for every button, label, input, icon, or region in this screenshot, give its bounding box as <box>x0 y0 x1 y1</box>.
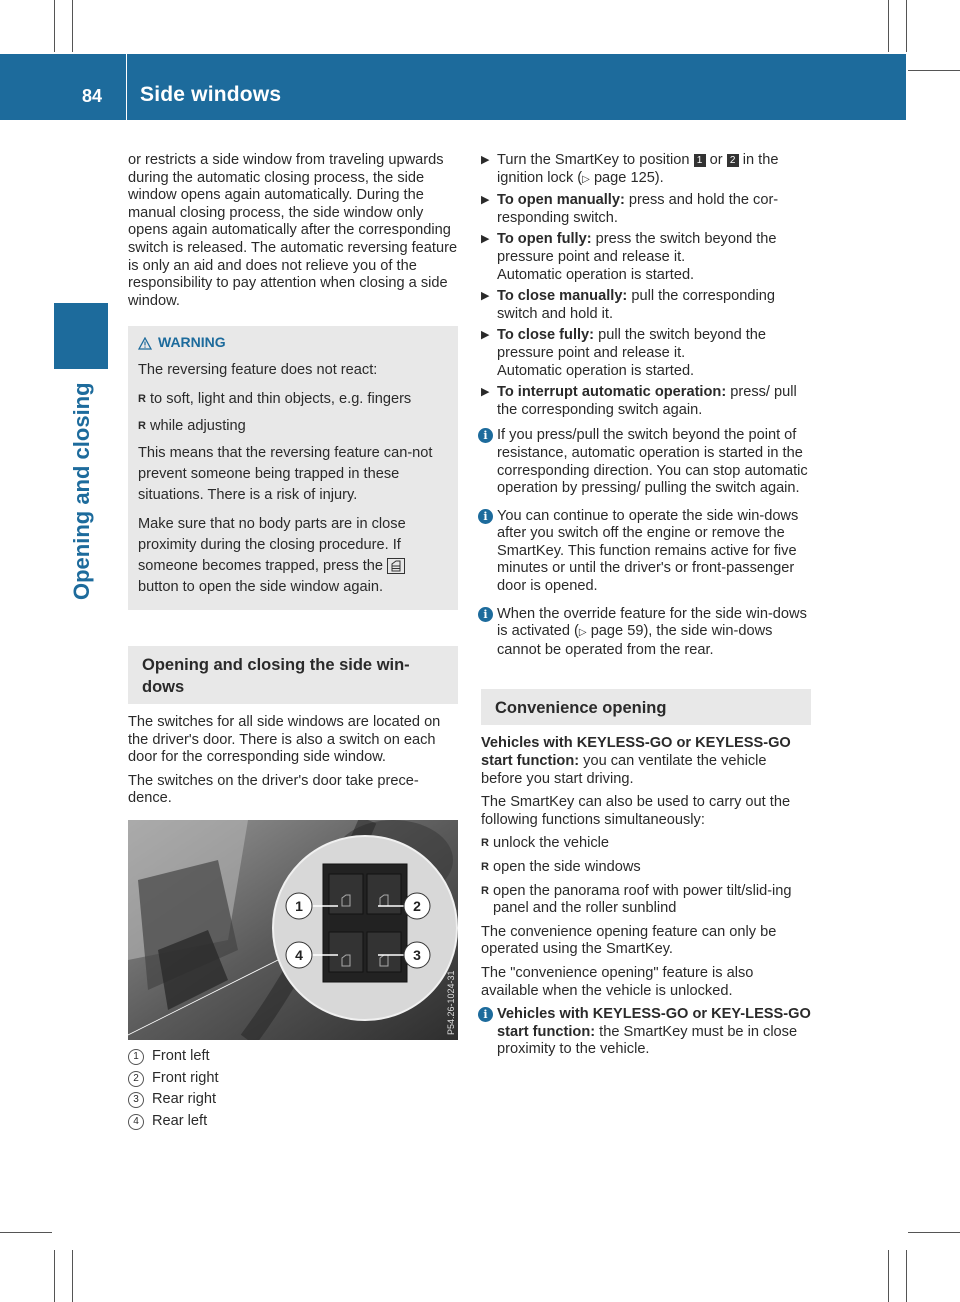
note-text: When the override feature for the side win-dows is activated ( <box>497 605 807 640</box>
crop-mark <box>54 1250 55 1302</box>
list-item: R open the panorama roof with power tilt/slid-ing panel and the roller sunblind <box>481 883 811 918</box>
list-item: R open the side windows <box>481 859 811 877</box>
window-button-icon <box>387 558 405 574</box>
instruction-step <box>481 192 811 227</box>
header-divider <box>126 54 127 120</box>
warning-heading <box>138 334 448 352</box>
step-arrow-icon: ▶ <box>481 154 490 166</box>
crop-mark <box>72 1250 73 1302</box>
chapter-label: Opening and closing <box>69 382 94 600</box>
step-label: To open fully: <box>497 231 592 248</box>
step-arrow-icon: ▶ <box>481 233 490 246</box>
key-position-2: 2 <box>727 154 739 167</box>
body-paragraph: The convenience opening feature can only be operated using the SmartKey. <box>481 923 777 958</box>
legend-number: 2 <box>128 1071 144 1087</box>
body-bold: Vehicles with KEYLESS-GO or KEYLESS-GO start function: <box>481 735 791 770</box>
body-paragraph <box>481 735 811 788</box>
warning-bullet: R while adjusting <box>138 416 448 437</box>
legend-number: 1 <box>128 1049 144 1065</box>
step-text: in the ignition lock ( <box>497 152 779 186</box>
key-position-1: 1 <box>694 154 706 167</box>
step-label: To close manually: <box>497 288 628 305</box>
callout-3: 3 <box>413 946 421 963</box>
instruction-step <box>481 152 811 188</box>
warning-text <box>138 514 448 598</box>
crop-mark <box>54 0 55 52</box>
warning-bullet: R to soft, light and thin objects, e.g. fingers <box>138 389 448 410</box>
note-text: If you press/pull the switch beyond the point of resistance, automatic operation is started in the corresponding direction. You can stop automatic operation by pressing/ pulling the switch again. <box>497 427 808 497</box>
crop-mark <box>906 1250 907 1302</box>
info-note <box>481 1006 811 1059</box>
warning-text-part: Make sure that no body parts are in close proximity during the closing procedure. If someone becomes trapped, press the <box>138 515 406 574</box>
callout-1: 1 <box>295 897 303 914</box>
step-arrow-icon: ▶ <box>481 386 490 399</box>
step-result: Automatic operation is started. <box>497 266 695 283</box>
crop-mark <box>888 0 889 52</box>
callout-2: 2 <box>413 897 421 914</box>
legend-item <box>128 1070 458 1088</box>
instruction-step <box>481 384 811 419</box>
page-reference[interactable]: page 59), the side win-dows cannot be operated from the rear. <box>497 623 773 658</box>
page-number: 84 <box>82 86 103 106</box>
step-label: To open manually: <box>497 192 625 209</box>
step-label: To close fully: <box>497 327 595 344</box>
legend-label: Rear left <box>152 1112 208 1129</box>
legend-number: 3 <box>128 1092 144 1108</box>
step-arrow-icon: ▶ <box>481 194 490 207</box>
legend-label: Front left <box>152 1047 210 1064</box>
legend-number: 4 <box>128 1114 144 1130</box>
page-reference[interactable]: page 125). <box>593 169 664 186</box>
crop-mark <box>908 70 960 71</box>
body-paragraph: The switches on the driver's door take prece-dence. <box>128 772 419 807</box>
door-switch-illustration <box>128 820 458 1040</box>
window-switch-figure <box>128 820 458 1040</box>
step-text: Turn the SmartKey to position <box>497 152 690 168</box>
crop-mark <box>0 1232 52 1233</box>
step-text: press/ pull the corresponding switch again. <box>497 384 797 418</box>
step-text: press the switch beyond the pressure point and release it. <box>497 231 777 265</box>
warning-text-part: button to open the side window again. <box>138 578 384 595</box>
info-icon: i <box>478 607 493 622</box>
info-note <box>481 508 811 596</box>
info-icon: i <box>478 1007 493 1022</box>
step-text: or <box>709 152 723 168</box>
legend-label: Rear right <box>152 1091 217 1108</box>
instruction-step <box>481 327 811 380</box>
warning-box <box>128 326 458 610</box>
page-title: Side windows <box>140 83 282 106</box>
header-band <box>0 54 906 120</box>
note-text: You can continue to operate the side win-dows after you switch off the engine or remove the SmartKey. This function remains active for five minutes or until the driver's or front-passenger door is opened. <box>497 507 799 595</box>
note-bold: Vehicles with KEYLESS-GO or KEY-LESS-GO start function: <box>497 1006 811 1040</box>
body-paragraph: The "convenience opening" feature is also available when the vehicle is unlocked. <box>481 964 754 999</box>
step-arrow-icon: ▶ <box>481 290 490 303</box>
body-paragraph: The SmartKey can also be used to carry out the following functions simultaneously: <box>481 794 791 828</box>
step-text: pull the switch beyond the pressure point and release it. <box>497 327 767 361</box>
warning-text: The reversing feature does not react: <box>138 361 378 378</box>
crop-mark <box>906 0 907 52</box>
info-note <box>481 606 811 660</box>
info-icon: i <box>478 509 493 524</box>
instruction-step <box>481 288 811 323</box>
step-text: pull the corresponding switch and hold it. <box>497 288 775 322</box>
chapter-tab <box>54 303 108 369</box>
legend-label: Front right <box>152 1069 219 1086</box>
body-text: you can ventilate the vehicle before you start driving. <box>481 753 767 787</box>
callout-4: 4 <box>295 946 303 963</box>
instruction-step <box>481 231 811 284</box>
left-column <box>128 152 458 1134</box>
legend-item <box>128 1048 458 1066</box>
section-heading: Opening and closing the side win-dows <box>128 646 458 704</box>
page-ref-arrow-icon: ▷ <box>578 627 587 639</box>
crop-mark <box>888 1250 889 1302</box>
crop-mark <box>908 1232 960 1233</box>
right-column <box>481 152 811 1069</box>
step-text: press and hold the cor-responding switch. <box>497 192 779 226</box>
crop-mark <box>72 0 73 52</box>
step-arrow-icon: ▶ <box>481 329 490 342</box>
step-label: To interrupt automatic operation: <box>497 384 727 401</box>
info-note <box>481 427 811 497</box>
warning-triangle-icon <box>138 337 152 350</box>
section-heading: Convenience opening <box>481 689 811 725</box>
legend-item <box>128 1113 458 1131</box>
list-item: R unlock the vehicle <box>481 835 811 853</box>
figure-code: P54.26-1024-31 <box>446 970 456 1035</box>
intro-paragraph: or restricts a side window from traveling upwards during the automatic closing process, the side window opens again automatically. During the manual closing process, the side window only opens again automatically after the corresponding switch is released. The automatic reversing feature is only an aid and does not relieve you of the responsibility to pay attention when closing a side window. <box>128 152 458 309</box>
body-paragraph: The switches for all side windows are located on the driver's door. There is also a switch on each door for the corresponding side window. <box>128 713 441 766</box>
step-result: Automatic operation is started. <box>497 362 695 379</box>
legend-item <box>128 1091 458 1109</box>
info-icon: i <box>478 428 493 443</box>
warning-text: This means that the reversing feature can-not prevent someone being trapped in these situations. There is a risk of injury. <box>138 444 433 503</box>
warning-title: WARNING <box>158 334 226 351</box>
page-ref-arrow-icon: ▷ <box>582 173 590 185</box>
note-text: the SmartKey must be in close proximity to the vehicle. <box>497 1023 798 1058</box>
